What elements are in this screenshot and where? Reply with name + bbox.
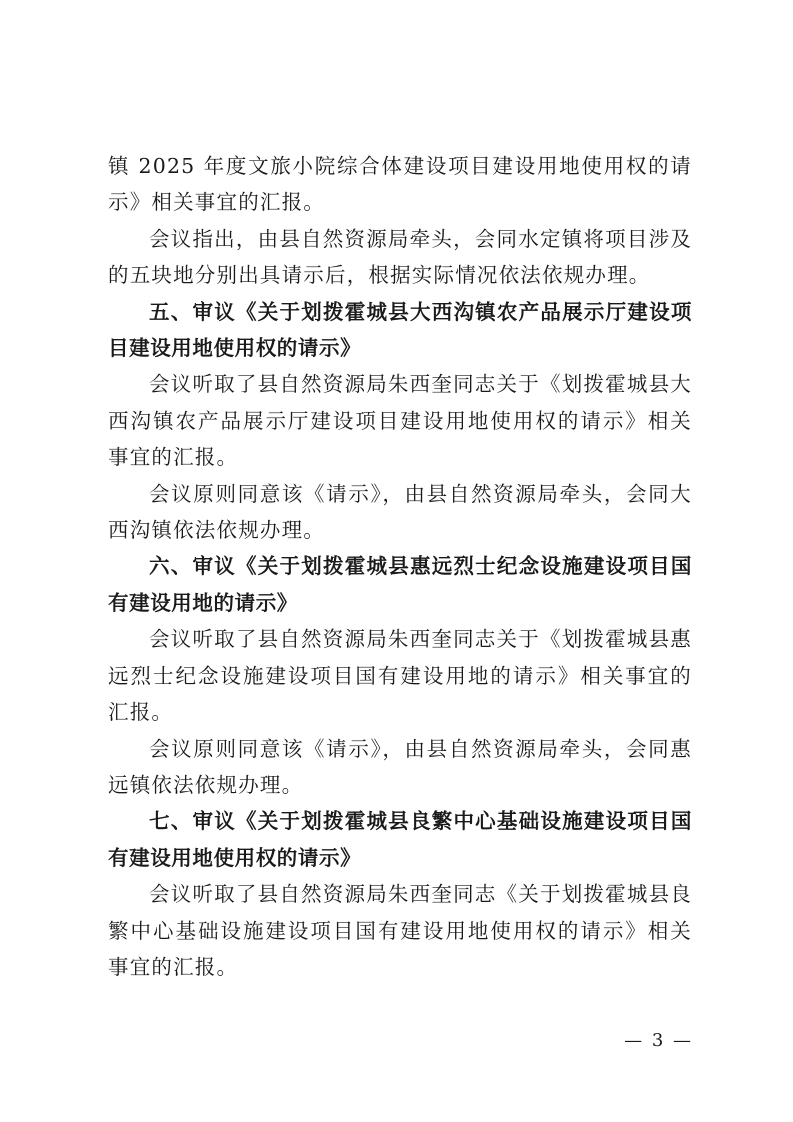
document-body (108, 148, 692, 985)
paragraph-decision-6: 会议原则同意该《请示》，由县自然资源局牵头，会同惠远镇依法依规办理。 (108, 736, 692, 797)
paragraph-report-7: 会议听取了县自然资源局朱西奎同志《关于划拨霍城县良繁中心基础设施建设项目国有建设用地使用权的请示》相关事宜的汇报。 (108, 882, 692, 979)
paragraph-decision-5: 会议原则同意该《请示》，由县自然资源局牵头，会同大西沟镇依法依规办理。 (108, 481, 692, 543)
paragraph-continuation: 镇 2025 年度文旅小院综合体建设项目建设用地使用权的请示》相关事宜的汇报。 (108, 154, 692, 215)
paragraph-meeting-note: 会议指出，由县自然资源局牵头，会同水定镇将项目涉及的五块地分别出具请示后，根据实际情况依法依规办理。 (108, 226, 692, 288)
paragraph-report-6: 会议听取了县自然资源局朱西奎同志关于《划拨霍城县惠远烈士纪念设施建设项目国有建设用地的请示》相关事宜的汇报。 (108, 627, 692, 725)
section-heading-6: 六、审议《关于划拨霍城县惠远烈士纪念设施建设项目国有建设用地的请示》 (108, 554, 692, 615)
page-number: — 3 — (624, 1030, 693, 1051)
paragraph-report-5: 会议听取了县自然资源局朱西奎同志关于《划拨霍城县大西沟镇农产品展示厅建设项目建设用地使用权的请示》相关事宜的汇报。 (108, 372, 692, 470)
section-heading-7: 七、审议《关于划拨霍城县良繁中心基础设施建设项目国有建设用地使用权的请示》 (108, 809, 692, 870)
section-heading-5: 五、审议《关于划拨霍城县大西沟镇农产品展示厅建设项目建设用地使用权的请示》 (108, 299, 692, 361)
